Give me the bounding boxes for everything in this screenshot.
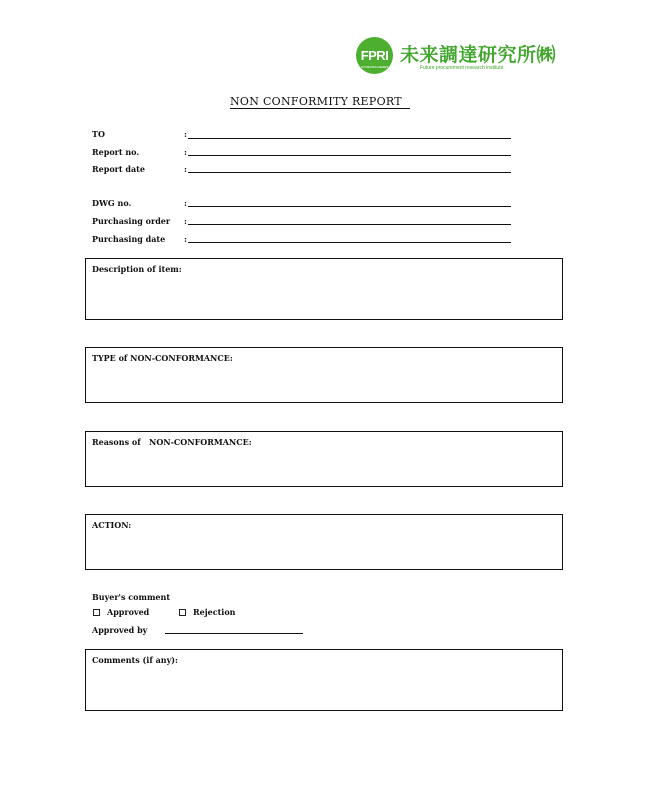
comments-box[interactable] xyxy=(85,649,563,711)
action-label: ACTION: xyxy=(92,520,132,530)
description-box[interactable] xyxy=(85,258,563,320)
type-box[interactable] xyxy=(85,347,563,403)
company-name-text: 未来調達研究所 xyxy=(400,44,537,66)
field-colon: : xyxy=(184,164,187,174)
company-name-suffix: ㈱ xyxy=(536,44,557,66)
description-label: Description of item: xyxy=(92,264,182,274)
field-label-purchasing-order: Purchasing order xyxy=(92,216,171,226)
reasons-label: Reasons of NON-CONFORMANCE: xyxy=(92,437,252,447)
field-label-dwg-no: DWG no. xyxy=(92,198,132,208)
rejection-checkbox[interactable] xyxy=(179,609,186,616)
approved-checkbox[interactable] xyxy=(93,609,100,616)
buyer-comment-heading: Buyer's comment xyxy=(92,592,171,602)
field-label-report-date: Report date xyxy=(92,164,145,174)
reasons-box[interactable] xyxy=(85,431,563,487)
company-tagline: Future procurement research institute xyxy=(420,65,504,71)
company-name xyxy=(400,40,556,67)
field-colon: : xyxy=(184,147,187,157)
approved-label: Approved xyxy=(107,607,150,617)
fpri-logo-badge xyxy=(356,37,393,74)
approved-by-label: Approved by xyxy=(92,625,148,635)
purchasing-date-field[interactable] xyxy=(188,242,511,243)
field-colon: : xyxy=(184,198,187,208)
logo-badge-subtext: FUTURE PROCUREMENT xyxy=(360,65,389,69)
purchasing-order-field[interactable] xyxy=(188,224,511,225)
page-title: NON CONFORMITY REPORT xyxy=(230,95,410,109)
action-box[interactable] xyxy=(85,514,563,570)
field-label-to: TO xyxy=(92,129,105,139)
field-label-purchasing-date: Purchasing date xyxy=(92,234,166,244)
approved-by-field[interactable] xyxy=(165,633,303,634)
comments-label: Comments (if any): xyxy=(92,655,178,665)
to-field[interactable] xyxy=(188,138,511,139)
field-colon: : xyxy=(184,129,187,139)
field-label-report-no: Report no. xyxy=(92,147,140,157)
report-date-field[interactable] xyxy=(188,172,511,173)
field-colon: : xyxy=(184,216,187,226)
dwg-no-field[interactable] xyxy=(188,206,511,207)
logo-badge-text: FPRI xyxy=(360,48,389,63)
field-colon: : xyxy=(184,234,187,244)
rejection-label: Rejection xyxy=(193,607,236,617)
report-no-field[interactable] xyxy=(188,155,511,156)
type-label: TYPE of NON-CONFORMANCE: xyxy=(92,353,233,363)
